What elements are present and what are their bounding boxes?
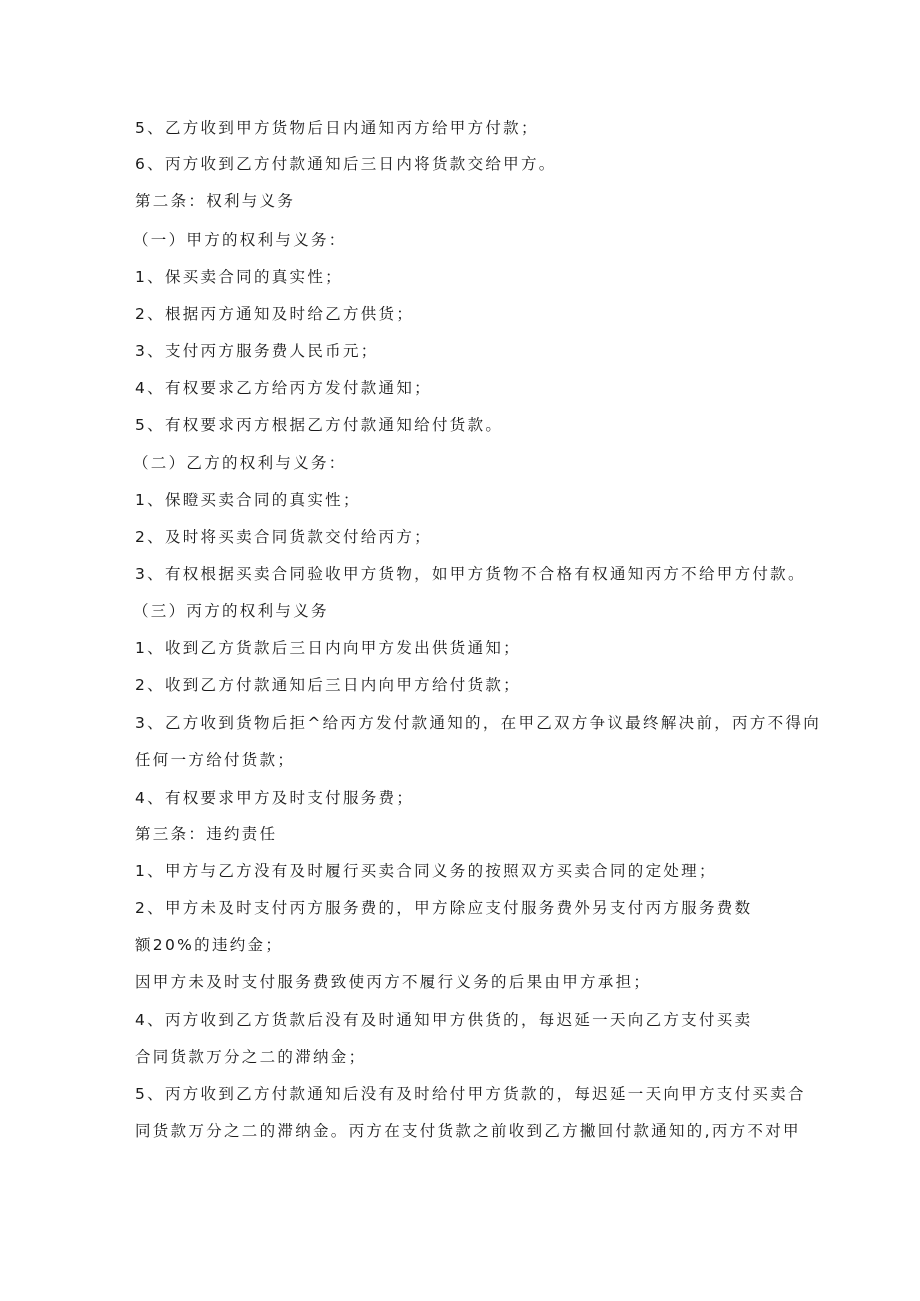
text-line: 4、有权要求甲方及时支付服务费； bbox=[135, 789, 415, 807]
text-line: 5、有权要求丙方根据乙方付款通知给付货款。 bbox=[135, 416, 504, 434]
text-line: 合同货款万分之二的滞纳金； bbox=[135, 1048, 367, 1066]
text-line: 1、甲方与乙方没有及时履行买卖合同义务的按照双方买卖合同的定处理； bbox=[135, 862, 717, 880]
text-line: 3、支付丙方服务费人民币元； bbox=[135, 342, 379, 360]
text-line: 因甲方未及时支付服务费致使丙方不履行义务的后果由甲方承担； bbox=[135, 973, 652, 991]
text-line: 任何一方给付货款； bbox=[135, 751, 296, 769]
text-line: 5、丙方收到乙方付款通知后没有及时给付甲方货款的，每迟延一天向甲方支付买卖合 bbox=[135, 1085, 806, 1103]
text-line: 6、丙方收到乙方付款通知后三日内将货款交给甲方。 bbox=[135, 155, 557, 173]
text-line: 3、有权根据买卖合同验收甲方货物，如甲方货物不合格有权通知丙方不给甲方付款。 bbox=[135, 565, 806, 583]
subsection-heading: （二）乙方的权利与义务： bbox=[133, 454, 347, 472]
text-line: 1、保瞪买卖合同的真实性； bbox=[135, 491, 361, 509]
subsection-heading: （三）丙方的权利与义务 bbox=[133, 602, 329, 620]
text-line: 额20%的违约金； bbox=[135, 936, 284, 954]
text-line: 5、乙方收到甲方货物后日内通知丙方给甲方付款； bbox=[135, 119, 539, 137]
text-line: 3、乙方收到货物后拒^给丙方发付款通知的，在甲乙双方争议最终解决前，丙方不得向 bbox=[135, 714, 822, 732]
text-line: 4、丙方收到乙方货款后没有及时通知甲方供货的，每迟延一天向乙方支付买卖 bbox=[135, 1011, 753, 1029]
text-line: 2、及时将买卖合同货款交付给丙方； bbox=[135, 528, 432, 546]
section-heading: 第三条：违约责任 bbox=[135, 825, 278, 843]
text-line: 1、保买卖合同的真实性； bbox=[135, 268, 343, 286]
text-line: 2、甲方未及时支付丙方服务费的，甲方除应支付服务费外另支付丙方服务费数 bbox=[135, 899, 753, 917]
text-line: 4、有权要求乙方给丙方发付款通知； bbox=[135, 379, 432, 397]
text-line: 2、根据丙方通知及时给乙方供货； bbox=[135, 305, 415, 323]
section-heading: 第二条：权利与义务 bbox=[135, 192, 296, 210]
text-line: 同货款万分之二的滞纳金。丙方在支付货款之前收到乙方撇回付款通知的,丙方不对甲 bbox=[135, 1122, 801, 1140]
text-line: 2、收到乙方付款通知后三日内向甲方给付货款； bbox=[135, 676, 521, 694]
text-line: 1、收到乙方货款后三日内向甲方发出供货通知； bbox=[135, 639, 521, 657]
subsection-heading: （一）甲方的权利与义务： bbox=[133, 231, 347, 249]
